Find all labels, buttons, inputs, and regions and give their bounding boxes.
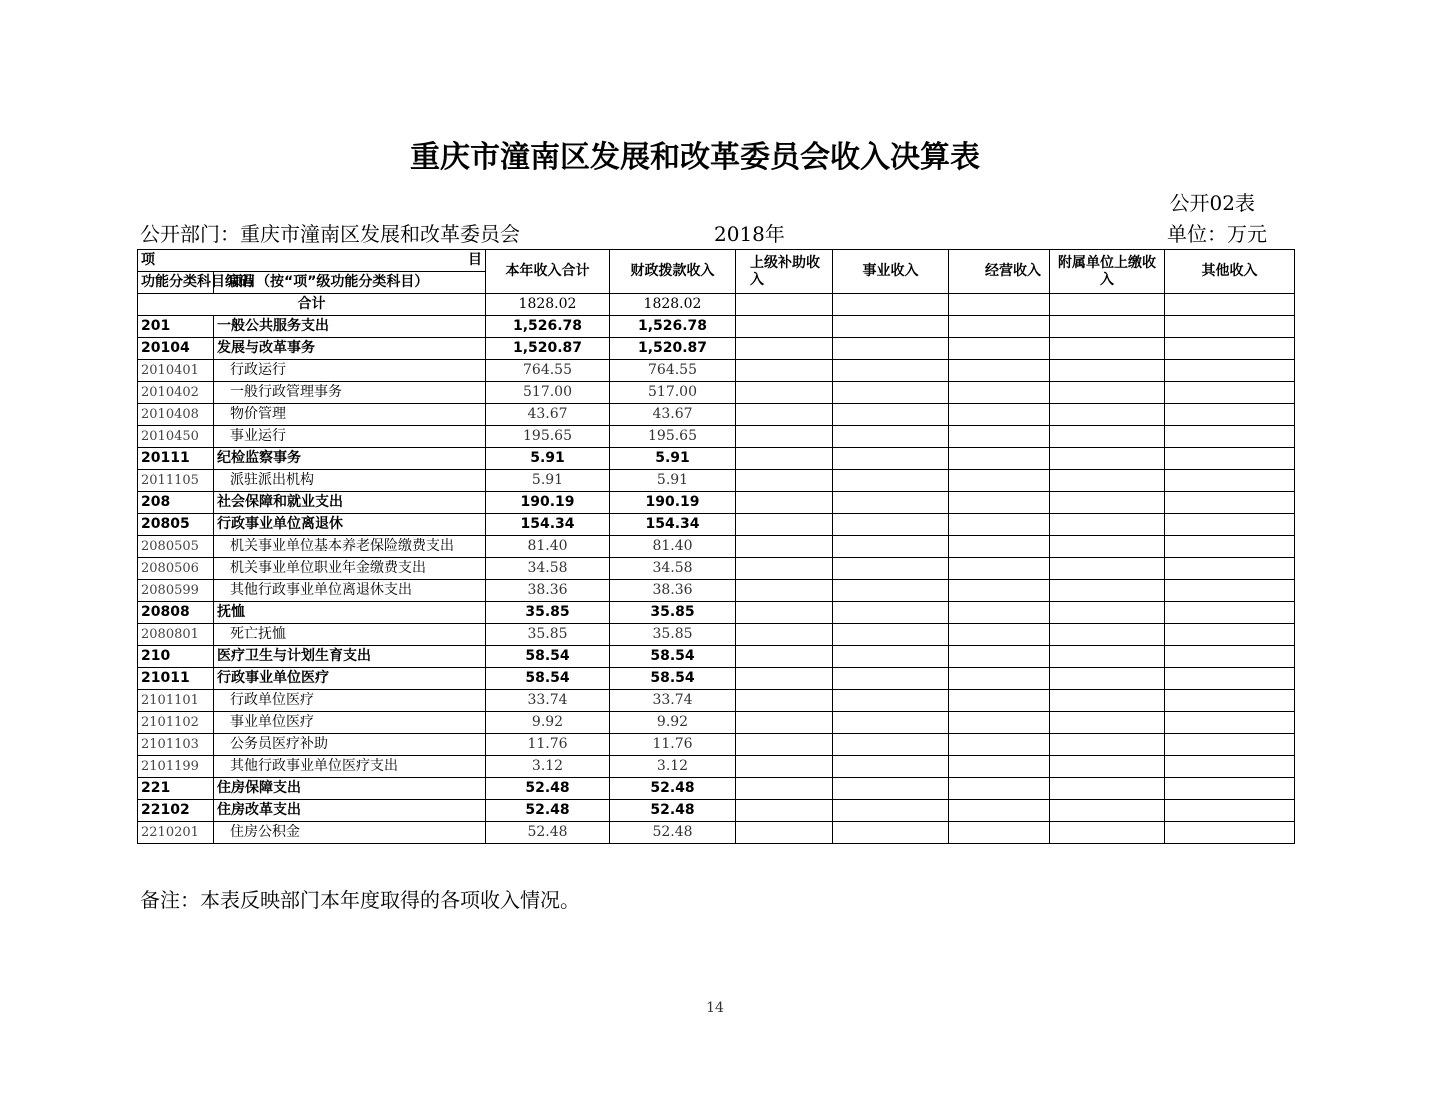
table-row xyxy=(138,734,1295,756)
row-code: 22102 xyxy=(138,800,214,822)
table-row xyxy=(138,712,1295,734)
row-empty-cell xyxy=(1165,668,1295,690)
header-row-1 xyxy=(138,250,1295,272)
footnote: 备注：本表反映部门本年度取得的各项收入情况。 xyxy=(140,888,580,912)
row-name: 公务员医疗补助 xyxy=(214,734,486,756)
table-row xyxy=(138,470,1295,492)
row-name: 发展与改革事务 xyxy=(214,338,486,360)
row-empty-cell xyxy=(949,470,1050,492)
row-empty-cell xyxy=(949,316,1050,338)
row-code: 221 xyxy=(138,778,214,800)
row-empty-cell xyxy=(1050,800,1165,822)
row-empty-cell xyxy=(833,690,949,712)
row-total-income: 154.34 xyxy=(486,514,610,536)
row-empty-cell xyxy=(1050,734,1165,756)
row-empty-cell xyxy=(736,800,833,822)
row-empty-cell xyxy=(833,712,949,734)
row-empty-cell xyxy=(736,360,833,382)
row-empty-cell xyxy=(833,668,949,690)
row-name: 物价管理 xyxy=(214,404,486,426)
row-empty-cell xyxy=(949,404,1050,426)
row-empty-cell xyxy=(833,756,949,778)
row-fiscal-income: 33.74 xyxy=(610,690,736,712)
row-code: 20104 xyxy=(138,338,214,360)
row-empty-cell xyxy=(736,778,833,800)
row-code: 2101103 xyxy=(138,734,214,756)
row-empty-cell xyxy=(833,404,949,426)
row-empty-cell xyxy=(1050,602,1165,624)
row-empty-cell xyxy=(949,756,1050,778)
row-name: 机关事业单位职业年金缴费支出 xyxy=(214,558,486,580)
row-name: 行政单位医疗 xyxy=(214,690,486,712)
row-name: 抚恤 xyxy=(214,602,486,624)
row-empty-cell xyxy=(833,602,949,624)
row-empty-cell xyxy=(1050,470,1165,492)
row-empty-cell xyxy=(949,800,1050,822)
row-empty-cell xyxy=(736,448,833,470)
row-empty-cell xyxy=(1165,382,1295,404)
row-empty-cell xyxy=(736,426,833,448)
row-name: 一般公共服务支出 xyxy=(214,316,486,338)
total-income: 1828.02 xyxy=(486,294,610,316)
row-fiscal-income: 1,526.78 xyxy=(610,316,736,338)
row-name: 其他行政事业单位医疗支出 xyxy=(214,756,486,778)
year-label: 2018年 xyxy=(714,222,785,246)
row-code: 201 xyxy=(138,316,214,338)
row-empty-cell xyxy=(1050,778,1165,800)
table-row xyxy=(138,690,1295,712)
row-empty-cell xyxy=(1050,448,1165,470)
row-fiscal-income: 195.65 xyxy=(610,426,736,448)
row-empty-cell xyxy=(1165,690,1295,712)
row-code: 2010401 xyxy=(138,360,214,382)
header-mu: 目 xyxy=(468,252,482,268)
header-col-business: 事业收入 xyxy=(833,250,949,294)
row-total-income: 34.58 xyxy=(486,558,610,580)
row-empty-cell xyxy=(736,338,833,360)
row-empty-cell xyxy=(1050,514,1165,536)
row-empty-cell xyxy=(833,558,949,580)
row-empty-cell xyxy=(1050,580,1165,602)
row-total-income: 58.54 xyxy=(486,646,610,668)
row-empty-cell xyxy=(1165,646,1295,668)
row-fiscal-income: 38.36 xyxy=(610,580,736,602)
row-total-income: 81.40 xyxy=(486,536,610,558)
row-empty-cell xyxy=(1165,514,1295,536)
row-empty-cell xyxy=(736,536,833,558)
row-fiscal-income: 154.34 xyxy=(610,514,736,536)
header-name: 项目（按“项”级功能分类科目） xyxy=(214,272,486,294)
table-row xyxy=(138,360,1295,382)
row-empty-cell xyxy=(833,580,949,602)
row-empty-cell xyxy=(1165,360,1295,382)
row-empty-cell xyxy=(736,470,833,492)
row-total-income: 38.36 xyxy=(486,580,610,602)
row-fiscal-income: 34.58 xyxy=(610,558,736,580)
row-code: 2010408 xyxy=(138,404,214,426)
header-col-total: 本年收入合计 xyxy=(486,250,610,294)
row-name: 住房保障支出 xyxy=(214,778,486,800)
row-name: 社会保障和就业支出 xyxy=(214,492,486,514)
row-empty-cell xyxy=(736,624,833,646)
row-empty-cell xyxy=(1165,316,1295,338)
row-empty-cell xyxy=(1050,338,1165,360)
row-fiscal-income: 517.00 xyxy=(610,382,736,404)
table-row xyxy=(138,514,1295,536)
row-empty-cell xyxy=(1050,360,1165,382)
row-empty-cell xyxy=(833,338,949,360)
row-total-income: 52.48 xyxy=(486,822,610,844)
row-empty-cell xyxy=(949,712,1050,734)
row-empty-cell xyxy=(1050,382,1165,404)
table-row xyxy=(138,580,1295,602)
row-total-income: 35.85 xyxy=(486,602,610,624)
total-empty-cell xyxy=(833,294,949,316)
row-empty-cell xyxy=(949,822,1050,844)
row-empty-cell xyxy=(833,646,949,668)
row-empty-cell xyxy=(833,778,949,800)
row-total-income: 9.92 xyxy=(486,712,610,734)
total-empty-cell xyxy=(1165,294,1295,316)
header-col-fiscal: 财政拨款收入 xyxy=(610,250,736,294)
row-empty-cell xyxy=(1165,404,1295,426)
row-empty-cell xyxy=(1050,536,1165,558)
row-name: 行政事业单位医疗 xyxy=(214,668,486,690)
row-empty-cell xyxy=(736,646,833,668)
row-empty-cell xyxy=(833,800,949,822)
row-name: 行政事业单位离退休 xyxy=(214,514,486,536)
row-total-income: 3.12 xyxy=(486,756,610,778)
row-total-income: 58.54 xyxy=(486,668,610,690)
row-fiscal-income: 5.91 xyxy=(610,470,736,492)
row-empty-cell xyxy=(949,734,1050,756)
row-code: 2101102 xyxy=(138,712,214,734)
row-empty-cell xyxy=(949,448,1050,470)
row-total-income: 33.74 xyxy=(486,690,610,712)
table-row xyxy=(138,756,1295,778)
row-empty-cell xyxy=(1165,536,1295,558)
row-total-income: 5.91 xyxy=(486,448,610,470)
row-empty-cell xyxy=(1165,624,1295,646)
row-fiscal-income: 43.67 xyxy=(610,404,736,426)
row-empty-cell xyxy=(1165,734,1295,756)
row-empty-cell xyxy=(833,734,949,756)
row-fiscal-income: 764.55 xyxy=(610,360,736,382)
row-total-income: 195.65 xyxy=(486,426,610,448)
row-total-income: 1,526.78 xyxy=(486,316,610,338)
row-empty-cell xyxy=(1165,448,1295,470)
row-code: 2010450 xyxy=(138,426,214,448)
row-name: 纪检监察事务 xyxy=(214,448,486,470)
row-empty-cell xyxy=(736,822,833,844)
row-empty-cell xyxy=(1165,800,1295,822)
total-fiscal: 1828.02 xyxy=(610,294,736,316)
row-empty-cell xyxy=(833,624,949,646)
row-code: 208 xyxy=(138,492,214,514)
row-total-income: 11.76 xyxy=(486,734,610,756)
header-xiang: 项 xyxy=(141,252,155,268)
row-empty-cell xyxy=(1165,470,1295,492)
row-code: 20805 xyxy=(138,514,214,536)
row-empty-cell xyxy=(1165,426,1295,448)
header-col-other: 其他收入 xyxy=(1165,250,1295,294)
row-fiscal-income: 52.48 xyxy=(610,800,736,822)
table-row xyxy=(138,382,1295,404)
row-code: 2011105 xyxy=(138,470,214,492)
row-fiscal-income: 3.12 xyxy=(610,756,736,778)
row-empty-cell xyxy=(833,536,949,558)
row-empty-cell xyxy=(736,602,833,624)
table-row xyxy=(138,448,1295,470)
row-code: 2080506 xyxy=(138,558,214,580)
row-empty-cell xyxy=(736,734,833,756)
row-code: 2101101 xyxy=(138,690,214,712)
row-empty-cell xyxy=(1165,338,1295,360)
row-fiscal-income: 9.92 xyxy=(610,712,736,734)
page-title: 重庆市潼南区发展和改革委员会收入决算表 xyxy=(410,140,980,175)
row-empty-cell xyxy=(833,492,949,514)
row-empty-cell xyxy=(736,558,833,580)
row-empty-cell xyxy=(1050,558,1165,580)
row-empty-cell xyxy=(736,668,833,690)
row-empty-cell xyxy=(949,338,1050,360)
row-empty-cell xyxy=(1050,756,1165,778)
row-code: 2080505 xyxy=(138,536,214,558)
row-empty-cell xyxy=(949,646,1050,668)
row-total-income: 5.91 xyxy=(486,470,610,492)
department-label: 公开部门：重庆市潼南区发展和改革委员会 xyxy=(140,222,520,246)
row-empty-cell xyxy=(1050,492,1165,514)
row-code: 20111 xyxy=(138,448,214,470)
row-code: 2080801 xyxy=(138,624,214,646)
row-empty-cell xyxy=(949,624,1050,646)
total-row xyxy=(138,294,1295,316)
row-code: 2010402 xyxy=(138,382,214,404)
row-code: 2210201 xyxy=(138,822,214,844)
row-empty-cell xyxy=(949,668,1050,690)
row-empty-cell xyxy=(833,822,949,844)
row-empty-cell xyxy=(833,316,949,338)
row-empty-cell xyxy=(833,448,949,470)
row-empty-cell xyxy=(949,514,1050,536)
row-empty-cell xyxy=(736,712,833,734)
row-fiscal-income: 5.91 xyxy=(610,448,736,470)
row-name: 事业运行 xyxy=(214,426,486,448)
row-empty-cell xyxy=(949,580,1050,602)
header-code: 功能分类科目编码 xyxy=(138,272,214,294)
table-row xyxy=(138,624,1295,646)
table-row xyxy=(138,404,1295,426)
table-row xyxy=(138,646,1295,668)
row-empty-cell xyxy=(1050,624,1165,646)
row-empty-cell xyxy=(736,316,833,338)
total-label: 合计 xyxy=(138,294,486,316)
row-empty-cell xyxy=(949,536,1050,558)
row-fiscal-income: 35.85 xyxy=(610,602,736,624)
table-row xyxy=(138,316,1295,338)
row-fiscal-income: 58.54 xyxy=(610,668,736,690)
header-col-operating: 经营收入 xyxy=(949,250,1050,294)
row-fiscal-income: 52.48 xyxy=(610,822,736,844)
row-name: 一般行政管理事务 xyxy=(214,382,486,404)
row-code: 2101199 xyxy=(138,756,214,778)
table-row xyxy=(138,426,1295,448)
row-name: 事业单位医疗 xyxy=(214,712,486,734)
row-empty-cell xyxy=(833,426,949,448)
row-name: 死亡抚恤 xyxy=(214,624,486,646)
table-row xyxy=(138,602,1295,624)
row-empty-cell xyxy=(1050,712,1165,734)
row-empty-cell xyxy=(1050,690,1165,712)
table-row xyxy=(138,558,1295,580)
row-empty-cell xyxy=(833,470,949,492)
row-empty-cell xyxy=(833,360,949,382)
row-total-income: 35.85 xyxy=(486,624,610,646)
row-fiscal-income: 58.54 xyxy=(610,646,736,668)
row-empty-cell xyxy=(736,404,833,426)
header-col-superior: 上级补助收入 xyxy=(736,250,833,294)
header-xiangmu xyxy=(138,250,486,272)
row-empty-cell xyxy=(1165,492,1295,514)
row-fiscal-income: 1,520.87 xyxy=(610,338,736,360)
row-empty-cell xyxy=(736,580,833,602)
row-empty-cell xyxy=(736,756,833,778)
row-name: 机关事业单位基本养老保险缴费支出 xyxy=(214,536,486,558)
page-number: 14 xyxy=(706,1000,724,1016)
income-table xyxy=(137,249,1295,844)
row-total-income: 52.48 xyxy=(486,800,610,822)
table-row xyxy=(138,800,1295,822)
row-name: 住房改革支出 xyxy=(214,800,486,822)
row-empty-cell xyxy=(1050,646,1165,668)
row-empty-cell xyxy=(1050,426,1165,448)
row-empty-cell xyxy=(1050,668,1165,690)
row-code: 20808 xyxy=(138,602,214,624)
row-name: 行政运行 xyxy=(214,360,486,382)
row-code: 2080599 xyxy=(138,580,214,602)
row-name: 派驻派出机构 xyxy=(214,470,486,492)
row-empty-cell xyxy=(949,558,1050,580)
row-empty-cell xyxy=(1050,404,1165,426)
row-empty-cell xyxy=(1165,580,1295,602)
row-code: 210 xyxy=(138,646,214,668)
row-empty-cell xyxy=(949,492,1050,514)
row-empty-cell xyxy=(949,426,1050,448)
row-name: 医疗卫生与计划生育支出 xyxy=(214,646,486,668)
row-code: 21011 xyxy=(138,668,214,690)
row-total-income: 43.67 xyxy=(486,404,610,426)
row-fiscal-income: 11.76 xyxy=(610,734,736,756)
row-empty-cell xyxy=(833,514,949,536)
row-empty-cell xyxy=(1165,756,1295,778)
row-empty-cell xyxy=(1165,712,1295,734)
row-name: 其他行政事业单位离退休支出 xyxy=(214,580,486,602)
row-empty-cell xyxy=(1050,822,1165,844)
table-row xyxy=(138,822,1295,844)
row-empty-cell xyxy=(1165,778,1295,800)
row-empty-cell xyxy=(1165,558,1295,580)
table-row xyxy=(138,536,1295,558)
header-col-affiliated: 附属单位上缴收入 xyxy=(1050,250,1165,294)
row-fiscal-income: 35.85 xyxy=(610,624,736,646)
total-empty-cell xyxy=(1050,294,1165,316)
row-total-income: 1,520.87 xyxy=(486,338,610,360)
table-row xyxy=(138,778,1295,800)
row-empty-cell xyxy=(1165,822,1295,844)
row-empty-cell xyxy=(949,690,1050,712)
unit-label: 单位：万元 xyxy=(1167,222,1267,246)
row-total-income: 764.55 xyxy=(486,360,610,382)
row-empty-cell xyxy=(736,492,833,514)
row-empty-cell xyxy=(949,360,1050,382)
table-row xyxy=(138,492,1295,514)
form-number: 公开02表 xyxy=(1169,191,1255,215)
total-empty-cell xyxy=(949,294,1050,316)
row-empty-cell xyxy=(736,382,833,404)
row-total-income: 190.19 xyxy=(486,492,610,514)
row-empty-cell xyxy=(949,602,1050,624)
row-empty-cell xyxy=(949,382,1050,404)
row-empty-cell xyxy=(736,514,833,536)
table-row xyxy=(138,668,1295,690)
row-empty-cell xyxy=(833,382,949,404)
row-empty-cell xyxy=(1050,316,1165,338)
row-empty-cell xyxy=(1165,602,1295,624)
row-empty-cell xyxy=(949,778,1050,800)
table-row xyxy=(138,338,1295,360)
row-fiscal-income: 190.19 xyxy=(610,492,736,514)
row-fiscal-income: 52.48 xyxy=(610,778,736,800)
total-empty-cell xyxy=(736,294,833,316)
row-total-income: 517.00 xyxy=(486,382,610,404)
row-empty-cell xyxy=(736,690,833,712)
row-fiscal-income: 81.40 xyxy=(610,536,736,558)
row-total-income: 52.48 xyxy=(486,778,610,800)
row-name: 住房公积金 xyxy=(214,822,486,844)
